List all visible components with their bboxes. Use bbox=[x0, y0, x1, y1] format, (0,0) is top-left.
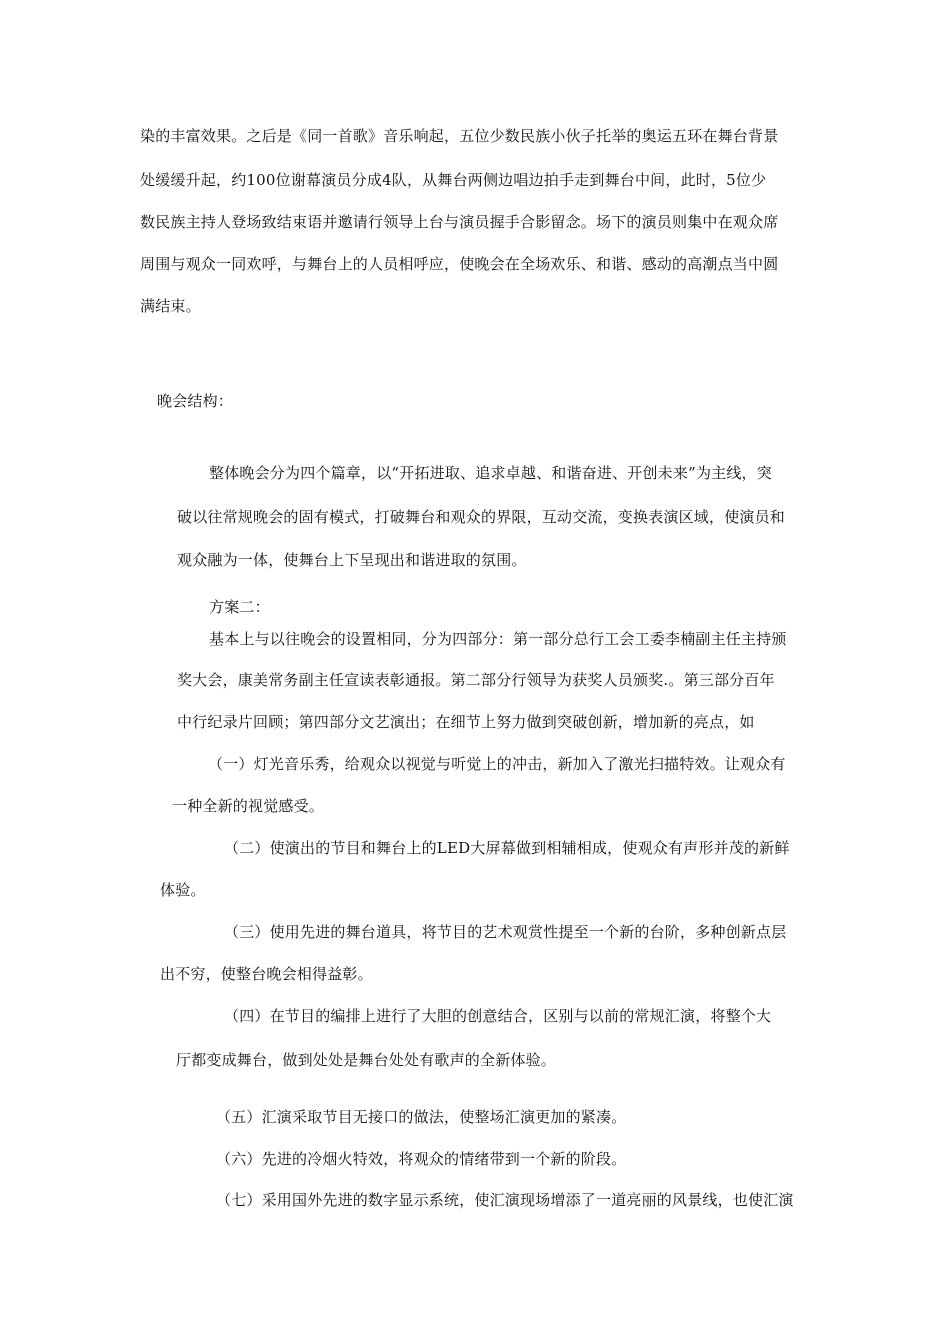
section-heading-plan-two: 方案二： bbox=[209, 598, 270, 616]
text-line: （四）在节目的编排上进行了大胆的创意结合，区别与以前的常规汇演，将整个大 bbox=[224, 1007, 772, 1025]
section-heading-structure: 晚会结构： bbox=[157, 392, 234, 410]
text-line: 周围与观众一同欢呼，与舞台上的人员相呼应，使晚会在全场欢乐、和谐、感动的高潮点当中圆 bbox=[140, 255, 779, 273]
text-line: 染的丰富效果。之后是《同一首歌》音乐响起，五位少数民族小伙子托举的奥运五环在舞台背景 bbox=[140, 127, 779, 145]
text-line: 厅都变成舞台，做到处处是舞台处处有歌声的全新体验。 bbox=[176, 1051, 557, 1069]
text-line: 出不穷，使整台晚会相得益彰。 bbox=[160, 965, 373, 983]
text-line: 体验。 bbox=[160, 881, 206, 899]
text-line: （五）汇演采取节目无接口的做法，使整场汇演更加的紧凑。 bbox=[216, 1108, 627, 1126]
text-line: （二）使演出的节目和舞台上的LED大屏幕做到相辅相成，使观众有声形并茂的新鲜 bbox=[224, 839, 790, 857]
text-line: 基本上与以往晚会的设置相同，分为四部分：第一部分总行工会工委李楠副主任主持颁 bbox=[209, 630, 787, 648]
text-line: （一）灯光音乐秀，给观众以视觉与听觉上的冲击，新加入了激光扫描特效。让观众有 bbox=[208, 755, 786, 773]
text-line: 中行纪录片回顾；第四部分文艺演出；在细节上努力做到突破创新，增加新的亮点，如 bbox=[177, 713, 755, 731]
text-line: 满结束。 bbox=[140, 297, 201, 315]
text-line: 一种全新的视觉感受。 bbox=[172, 797, 325, 815]
text-line: （六）先进的冷烟火特效，将观众的情绪带到一个新的阶段。 bbox=[216, 1150, 627, 1168]
text-line: 奖大会，康美常务副主任宣读表彰通报。第二部分行领导为获奖人员颁奖.。第三部分百年 bbox=[177, 671, 775, 689]
text-line: （三）使用先进的舞台道具，将节目的艺术观赏性提至一个新的台阶，多种创新点层 bbox=[224, 923, 787, 941]
text-line: 破以往常规晚会的固有模式，打破舞台和观众的界限，互动交流，变换表演区域，使演员和 bbox=[177, 508, 786, 526]
text-line: 整体晚会分为四个篇章，以“开拓进取、追求卓越、和谐奋进、开创未来”为主线，突 bbox=[209, 464, 772, 482]
text-line: 观众融为一体，使舞台上下呈现出和谐进取的氛围。 bbox=[177, 551, 527, 569]
text-line: 数民族主持人登场致结束语并邀请行领导上台与演员握手合影留念。场下的演员则集中在观众席 bbox=[140, 213, 779, 231]
text-line: （七）采用国外先进的数字显示系统，使汇演现场增添了一道亮丽的风景线，也使汇演 bbox=[216, 1191, 794, 1209]
text-line: 处缓缓升起，约100位谢幕演员分成4队，从舞台两侧边唱边拍手走到舞台中间，此时，5位少 bbox=[140, 171, 767, 189]
